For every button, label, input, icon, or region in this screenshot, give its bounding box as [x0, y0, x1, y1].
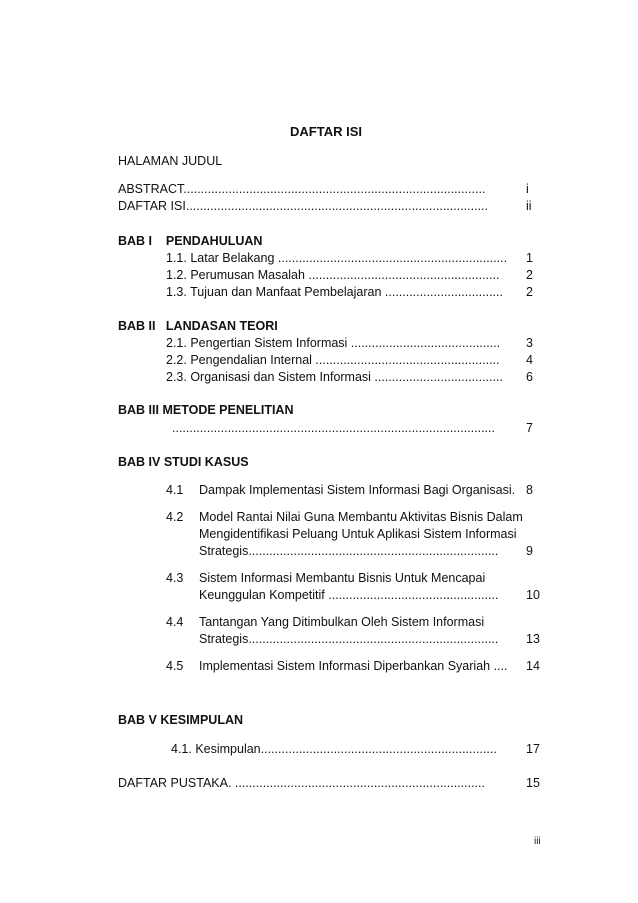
toc-page-2-3: 6 [526, 370, 533, 384]
toc-num-4-3: 4.3 [166, 571, 184, 585]
toc-page-daftar-isi: ii [526, 199, 532, 213]
toc-entry-daftar-isi [118, 198, 512, 214]
toc-num-4-2: 4.2 [166, 510, 184, 524]
bab5-heading: BAB V KESIMPULAN [118, 713, 244, 727]
toc-entry-4-3-line2: Keunggulan Kompetitif ................................................. [199, 588, 499, 602]
toc-label: ABSTRACT [118, 182, 184, 196]
toc-page-1-2: 2 [526, 268, 533, 282]
toc-label: DAFTAR ISI [118, 199, 186, 213]
toc-page-4-4: 13 [526, 632, 540, 646]
bab4-heading: BAB IV STUDI KASUS [118, 455, 249, 469]
toc-num-4-1: 4.1 [166, 483, 184, 497]
toc-entry-1-1: 1.1. Latar Belakang .................................................................. [166, 251, 508, 265]
bab1-heading: BAB I PENDAHULUAN [118, 234, 263, 248]
toc-entry-2-2: 2.2. Pengendalian Internal ..................................................... [166, 353, 500, 367]
toc-num-4-5: 4.5 [166, 659, 184, 673]
toc-page-1-1: 1 [526, 251, 533, 265]
toc-page-2-2: 4 [526, 353, 533, 367]
toc-entry-4-4-line2: Strategis........................................................................ [199, 632, 499, 646]
toc-page-4-2: 9 [526, 544, 533, 558]
toc-dots: ....................................................................................... [185, 199, 488, 213]
page-title: DAFTAR ISI [290, 124, 362, 139]
toc-entry-2-3: 2.3. Organisasi dan Sistem Informasi ..................................... [166, 370, 503, 384]
halaman-judul: HALAMAN JUDUL [118, 154, 223, 168]
toc-page-daftar-pustaka: 15 [526, 776, 540, 790]
toc-entry-2-1: 2.1. Pengertian Sistem Informasi ........................................... [166, 336, 501, 350]
toc-entry-4-2-line1: Model Rantai Nilai Guna Membantu Aktivitas Bisnis Dalam [199, 510, 523, 524]
toc-entry-kesimpulan: 4.1. Kesimpulan.................................................................... [171, 742, 497, 756]
toc-dots: ....................................................................................... [183, 182, 486, 196]
toc-entry-4-5: Implementasi Sistem Informasi Diperbankan Syariah .... [199, 659, 508, 673]
toc-page-1-3: 2 [526, 285, 533, 299]
toc-entry-daftar-pustaka: DAFTAR PUSTAKA. ........................................................................ [118, 776, 485, 790]
toc-entry-4-3-line1: Sistem Informasi Membantu Bisnis Untuk Mencapai [199, 571, 486, 585]
toc-entry-1-2: 1.2. Perumusan Masalah ....................................................... [166, 268, 500, 282]
toc-dots-bab3: ............................................................................................. [172, 421, 495, 435]
toc-entry-1-3: 1.3. Tujuan dan Manfaat Pembelajaran .................................. [166, 285, 503, 299]
bab3-heading: BAB III METODE PENELITIAN [118, 403, 294, 417]
toc-num-4-4: 4.4 [166, 615, 184, 629]
page-number: iii [534, 836, 541, 847]
toc-page-2-1: 3 [526, 336, 533, 350]
bab2-heading: BAB II LANDASAN TEORI [118, 319, 278, 333]
toc-entry-4-2-line3: Strategis........................................................................ [199, 544, 499, 558]
toc-page-abstract: i [526, 182, 529, 196]
toc-page-kesimpulan: 17 [526, 742, 540, 756]
toc-page-4-3: 10 [526, 588, 540, 602]
toc-entry-abstract [118, 181, 512, 197]
toc-page-bab3: 7 [526, 421, 533, 435]
toc-entry-4-4-line1: Tantangan Yang Ditimbulkan Oleh Sistem Informasi [199, 615, 485, 629]
toc-page-4-5: 14 [526, 659, 540, 673]
toc-page-4-1: 8 [526, 483, 533, 497]
toc-entry-4-2-line2: Mengidentifikasi Peluang Untuk Aplikasi Sistem Informasi [199, 527, 517, 541]
toc-entry-4-1: Dampak Implementasi Sistem Informasi Bagi Organisasi. [199, 483, 516, 497]
